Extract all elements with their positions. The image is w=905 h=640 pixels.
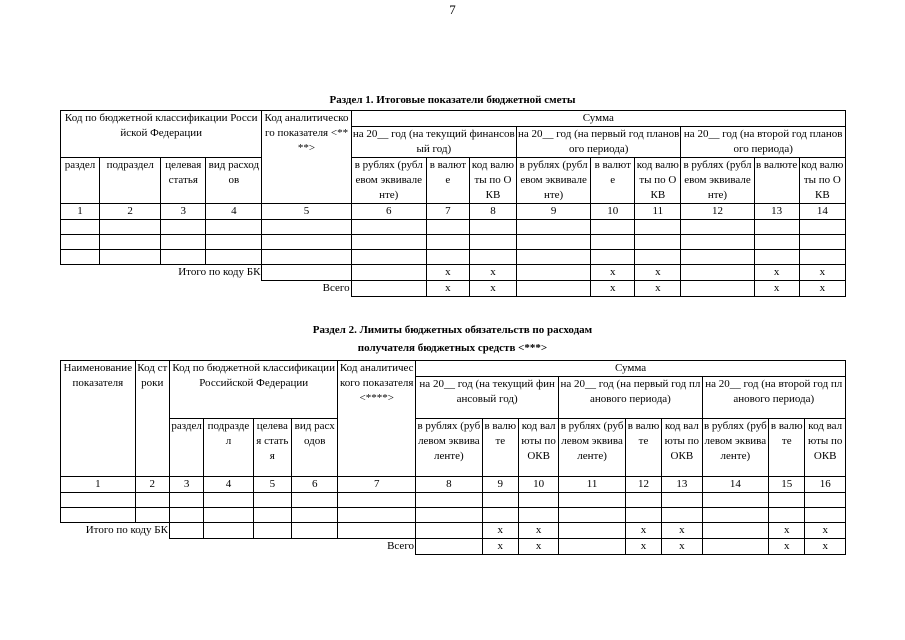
- s2-col-vid: вид расходов: [291, 419, 337, 477]
- s2-col-razdel: раздел: [169, 419, 203, 477]
- s2-header-row-code: Код строки: [135, 361, 169, 477]
- s2-col-rub-2: в рублях (рублевом эквиваленте): [559, 419, 626, 477]
- s1-x-mark: x: [426, 265, 469, 281]
- s1-total-label: Всего: [61, 281, 352, 297]
- s1-header-period-current: на 20__ год (на текущий финансовый год): [351, 127, 516, 158]
- s1-header-period-first: на 20__ год (на первый год планового периода): [517, 127, 681, 158]
- s1-x-mark: x: [591, 281, 635, 297]
- s1-header-bk: Код по бюджетной классификации Российской Федерации: [61, 111, 262, 158]
- section2-table: [60, 360, 846, 555]
- s2-header-name: Наименование показателя: [61, 361, 136, 477]
- s1-col-okv-2: код валюты по ОКВ: [635, 158, 681, 204]
- page-number: 7: [449, 2, 456, 17]
- s2-x-mark: x: [482, 523, 518, 539]
- s1-num: 1: [61, 204, 100, 220]
- s1-empty-row: [61, 235, 846, 250]
- s1-col-podrazdel: подраздел: [100, 158, 161, 204]
- s1-col-rub-1: в рублях (рублевом эквиваленте): [351, 158, 426, 204]
- s2-col-okv-3: код валюты по ОКВ: [805, 419, 846, 477]
- s2-header-period-second: на 20__ год (на второй год планового периода): [702, 377, 845, 419]
- s2-num: 5: [253, 477, 291, 493]
- s2-header-period-current: на 20__ год (на текущий финансовый год): [416, 377, 559, 419]
- s1-col-val-2: в валюте: [591, 158, 635, 204]
- s1-num: 13: [754, 204, 799, 220]
- s2-col-rub-1: в рублях (рублевом эквиваленте): [416, 419, 483, 477]
- s1-header-sum: Сумма: [351, 111, 845, 127]
- s2-header-sum: Сумма: [416, 361, 846, 377]
- s1-num: 9: [517, 204, 591, 220]
- s2-header-analytic-code: Код аналитического показателя <****>: [338, 361, 416, 477]
- s2-num: 16: [805, 477, 846, 493]
- s1-x-mark: x: [635, 281, 681, 297]
- s2-num: 8: [416, 477, 483, 493]
- s2-col-val-3: в валюте: [769, 419, 805, 477]
- s2-num: 12: [625, 477, 661, 493]
- s1-total-bk-row: [61, 265, 846, 281]
- s2-col-okv-2: код валюты по ОКВ: [662, 419, 702, 477]
- s1-col-okv-3: код валюты по ОКВ: [799, 158, 845, 204]
- s1-num: 5: [262, 204, 351, 220]
- s2-num: 14: [702, 477, 769, 493]
- s2-total-bk-row: [61, 523, 846, 539]
- s1-x-mark: x: [426, 281, 469, 297]
- section1-title: Раздел 1. Итоговые показатели бюджетной сметы: [329, 94, 576, 106]
- s2-num: 15: [769, 477, 805, 493]
- s1-col-razdel: раздел: [61, 158, 100, 204]
- s2-empty-row: [61, 508, 846, 523]
- s2-x-mark: x: [805, 523, 846, 539]
- s1-x-mark: x: [469, 265, 516, 281]
- s1-x-mark: x: [799, 281, 845, 297]
- s1-col-val-1: в валюте: [426, 158, 469, 204]
- s2-col-val-1: в валюте: [482, 419, 518, 477]
- s1-x-mark: x: [754, 281, 799, 297]
- s2-total-bk-label: Итого по коду БК: [61, 523, 170, 539]
- s1-empty-row: [61, 250, 846, 265]
- s2-total-row: [61, 539, 846, 555]
- s2-col-rub-3: в рублях (рублевом эквиваленте): [702, 419, 769, 477]
- s2-num: 10: [518, 477, 558, 493]
- s2-x-mark: x: [662, 523, 702, 539]
- s1-col-okv-1: код валюты по ОКВ: [469, 158, 516, 204]
- s2-num: 13: [662, 477, 702, 493]
- s2-num: 4: [204, 477, 253, 493]
- s1-num: 7: [426, 204, 469, 220]
- s1-num: 14: [799, 204, 845, 220]
- section1-table: [60, 110, 846, 297]
- s2-num: 6: [291, 477, 337, 493]
- s2-num: 3: [169, 477, 203, 493]
- s1-x-mark: x: [469, 281, 516, 297]
- s1-x-mark: x: [799, 265, 845, 281]
- s2-header-bk: Код по бюджетной классификации Российской Федерации: [169, 361, 337, 419]
- s1-header-period-second: на 20__ год (на второй год планового периода): [681, 127, 846, 158]
- s1-num: 4: [206, 204, 262, 220]
- s2-x-mark: x: [769, 523, 805, 539]
- s1-num: 2: [100, 204, 161, 220]
- s2-x-mark: x: [518, 539, 558, 555]
- s1-col-vid: вид расходов: [206, 158, 262, 204]
- s2-num: 2: [135, 477, 169, 493]
- s1-num: 12: [681, 204, 754, 220]
- s2-col-celevaya: целевая статья: [253, 419, 291, 477]
- s1-col-val-3: в валюте: [754, 158, 799, 204]
- s2-num: 11: [559, 477, 626, 493]
- s1-x-mark: x: [591, 265, 635, 281]
- s1-x-mark: x: [754, 265, 799, 281]
- s2-col-val-2: в валюте: [625, 419, 661, 477]
- section2-title-line2: получателя бюджетных средств <***>: [357, 342, 548, 354]
- s2-x-mark: x: [625, 539, 661, 555]
- s1-col-celevaya: целевая статья: [161, 158, 206, 204]
- s1-empty-row: [61, 220, 846, 235]
- s1-x-mark: x: [635, 265, 681, 281]
- s2-empty-row: [61, 493, 846, 508]
- s1-num: 11: [635, 204, 681, 220]
- section2-title-line1: Раздел 2. Лимиты бюджетных обязательств по расходам: [312, 324, 593, 336]
- s1-col-rub-3: в рублях (рублевом эквиваленте): [681, 158, 754, 204]
- s2-num: 9: [482, 477, 518, 493]
- s2-total-label: Всего: [61, 539, 416, 555]
- s2-x-mark: x: [482, 539, 518, 555]
- s2-num: 7: [338, 477, 416, 493]
- s2-header-period-first: на 20__ год (на первый год планового периода): [559, 377, 702, 419]
- s2-x-mark: x: [518, 523, 558, 539]
- s1-num: 6: [351, 204, 426, 220]
- s1-num: 3: [161, 204, 206, 220]
- s2-col-podrazdel: подраздел: [204, 419, 253, 477]
- s1-total-row: [61, 281, 846, 297]
- s2-num: 1: [61, 477, 136, 493]
- s1-col-rub-2: в рублях (рублевом эквиваленте): [517, 158, 591, 204]
- s2-x-mark: x: [769, 539, 805, 555]
- s1-num: 10: [591, 204, 635, 220]
- s2-x-mark: x: [625, 523, 661, 539]
- s1-header-analytic-code: Код аналитического показателя <****>: [262, 111, 351, 204]
- s2-x-mark: x: [662, 539, 702, 555]
- s1-num: 8: [469, 204, 516, 220]
- s2-x-mark: x: [805, 539, 846, 555]
- s1-total-bk-label: Итого по коду БК: [61, 265, 262, 281]
- s2-col-okv-1: код валюты по ОКВ: [518, 419, 558, 477]
